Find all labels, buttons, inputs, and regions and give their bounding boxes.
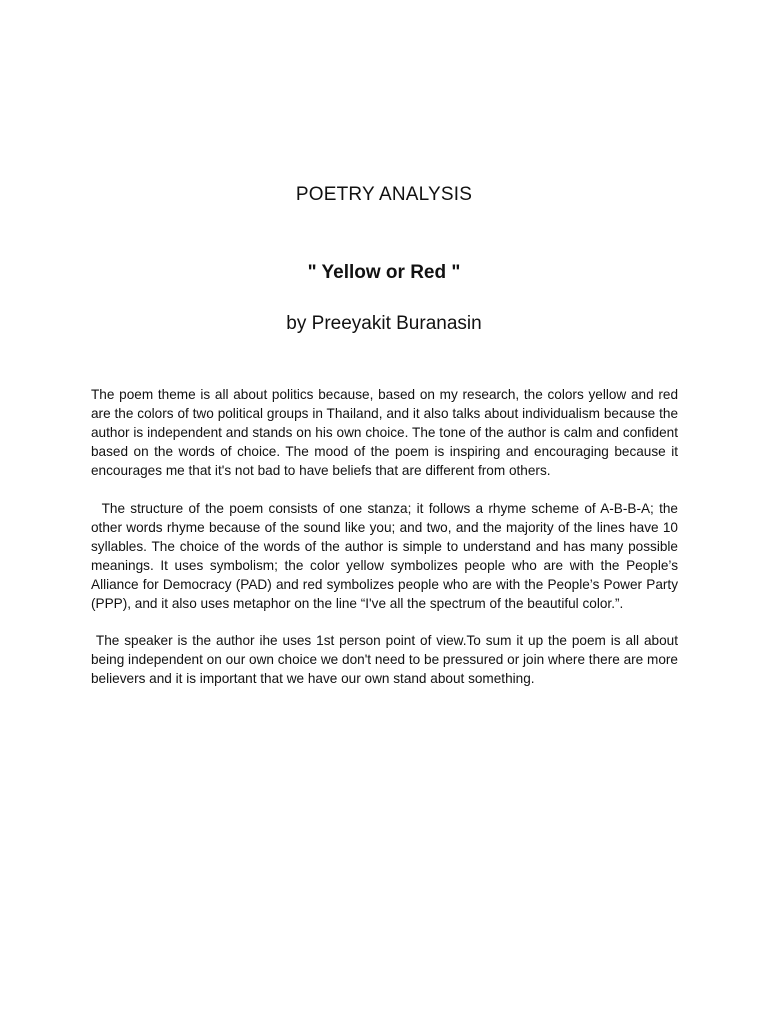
poem-title: " Yellow or Red " (307, 262, 461, 283)
analysis-body (91, 385, 682, 707)
paragraph-structure: The structure of the poem consists of one stanza; it follows a rhyme scheme of A-B-B-A; the other words rhyme because of the sound like you; and two, and the majority of the lines have 10 syllables. The choice of the words of the author is simple to understand and has many possible meanings. It uses symbolism; the color yellow symbolizes people who are with the People’s Alliance for Democracy (PAD) and red symbolizes people who are with the People’s Power Party (PPP), and it also uses metaphor on the line “I've all the spectrum of the beautiful color.”. (91, 500, 682, 611)
paragraph-theme: The poem theme is all about politics because, based on my research, the colors yellow and red are the colors of two political groups in Thailand, and it also talks about individualism because the author is independent and stands on his own choice. The tone of the author is calm and confident based on the words of choice. The mood of the poem is inspiring and encouraging because it encourages me that it's not bad to have beliefs that are different from others. (91, 387, 682, 478)
poem-author: by Preeyakit Buranasin (286, 313, 482, 334)
document-heading: POETRY ANALYSIS (295, 184, 473, 205)
paragraph-speaker: The speaker is the author ihe uses 1st person point of view.To sum it up the poem is all about being independent on our own choice we don't need to be pressured or join where there are more believers and it is important that we have our own stand about something. (91, 633, 682, 686)
